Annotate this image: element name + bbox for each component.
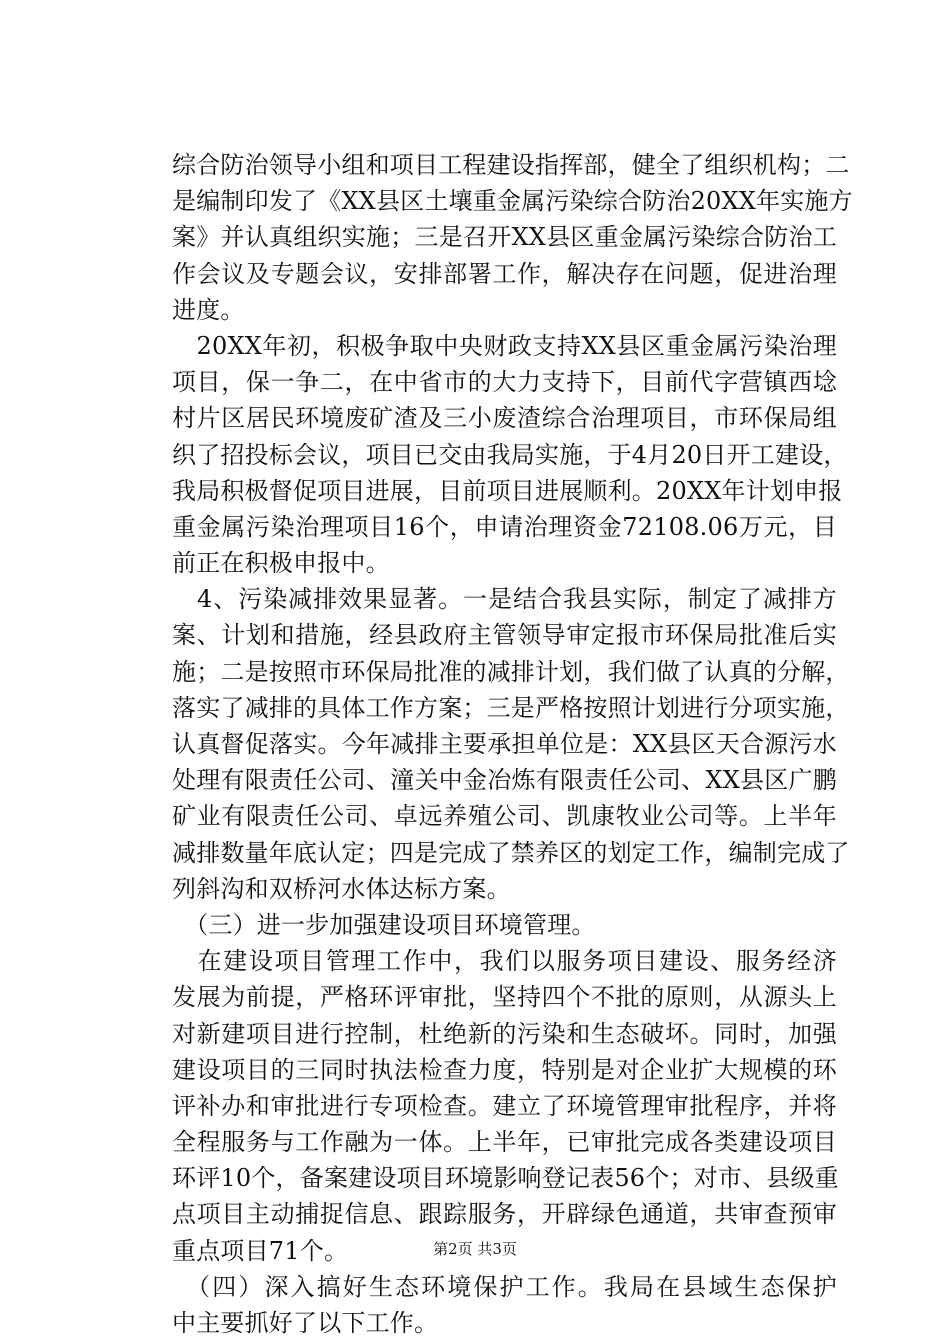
text-line: 作会议及专题会议，安排部署工作，解决存在问题，促进治理 — [172, 259, 837, 288]
text-line: 环评10个，备案建设项目环境影响登记表56个；对市、县级重 — [172, 1164, 839, 1193]
text-line: 前正在积极申报中。 — [172, 549, 390, 578]
text-line: 全程服务与工作融为一体。上半年，已审批完成各类建设项目 — [172, 1128, 837, 1157]
text-line: 列斜沟和双桥河水体达标方案。 — [172, 874, 511, 903]
text-line: 建设项目的三同时执法检查力度，特别是对企业扩大规模的环 — [172, 1055, 837, 1084]
text-line: 矿业有限责任公司、卓远养殖公司、凯康牧业公司等。上半年 — [172, 802, 837, 831]
text-line: 施；二是按照市环保局批准的减排计划，我们做了认真的分解， — [172, 657, 850, 686]
text-line: 对新建项目进行控制，杜绝新的污染和生态破坏。同时，加强 — [172, 1019, 837, 1048]
text-line: 认真督促落实。今年减排主要承担单位是：XX县区天合源污水 — [172, 730, 837, 758]
text-line: （三）进一步加强建设项目环境管理。 — [172, 910, 596, 939]
text-line: 中主要抓好了以下工作。 — [172, 1309, 439, 1337]
text-line: （四）深入搞好生态环境保护工作。我局在县域生态保护 — [172, 1272, 837, 1301]
text-line: 评补办和审批进行专项检查。建立了环境管理审批程序，并将 — [172, 1091, 837, 1120]
text-line: 落实了减排的具体工作方案；三是严格按照计划进行分项实施， — [172, 693, 850, 722]
document-body — [172, 147, 853, 1341]
text-line: 20XX年初，积极争取中央财政支持XX县区重金属污染治理 — [172, 331, 837, 360]
text-line: 进度。 — [172, 295, 245, 324]
text-line: 案》并认真组织实施；三是召开XX县区重金属污染综合防治工 — [172, 223, 837, 252]
text-line: 织了招投标会议，项目已交由我局实施，于4月20日开工建设， — [172, 440, 848, 469]
text-line: 项目，保一争二，在中省市的大力支持下，目前代字营镇西埝 — [172, 368, 837, 397]
text-line: 重点项目71个。 — [172, 1236, 349, 1265]
page-footer: 第2页 共3页 — [433, 1240, 517, 1258]
text-line: 村片区居民环境废矿渣及三小废渣综合治理项目，市环保局组 — [172, 404, 837, 433]
text-line: 点项目主动捕捉信息、跟踪服务，开辟绿色通道，共审查预审 — [172, 1200, 837, 1229]
text-line: 综合防治领导小组和项目工程建设指挥部，健全了组织机构；二 — [172, 151, 850, 179]
text-line: 案、计划和措施，经县政府主管领导审定报市环保局批准后实 — [172, 621, 837, 650]
text-line: 减排数量年底认定；四是完成了禁养区的划定工作，编制完成了 — [172, 838, 850, 867]
text-line: 是编制印发了《XX县区土壤重金属污染综合防治20XX年实施方 — [172, 187, 853, 216]
text-line: 4、污染减排效果显著。一是结合我县实际，制定了减排方 — [172, 585, 837, 614]
text-line: 我局积极督促项目进展，目前项目进展顺利。20XX年计划申报 — [172, 476, 843, 505]
text-line: 重金属污染治理项目16个，申请治理资金72108.06万元，目 — [172, 512, 837, 541]
text-line: 发展为前提，严格环评审批，坚持四个不批的原则，从源头上 — [172, 983, 837, 1012]
text-line: 处理有限责任公司、潼关中金冶炼有限责任公司、XX县区广鹏 — [172, 766, 837, 795]
text-line: 在建设项目管理工作中，我们以服务项目建设、服务经济 — [172, 947, 837, 976]
